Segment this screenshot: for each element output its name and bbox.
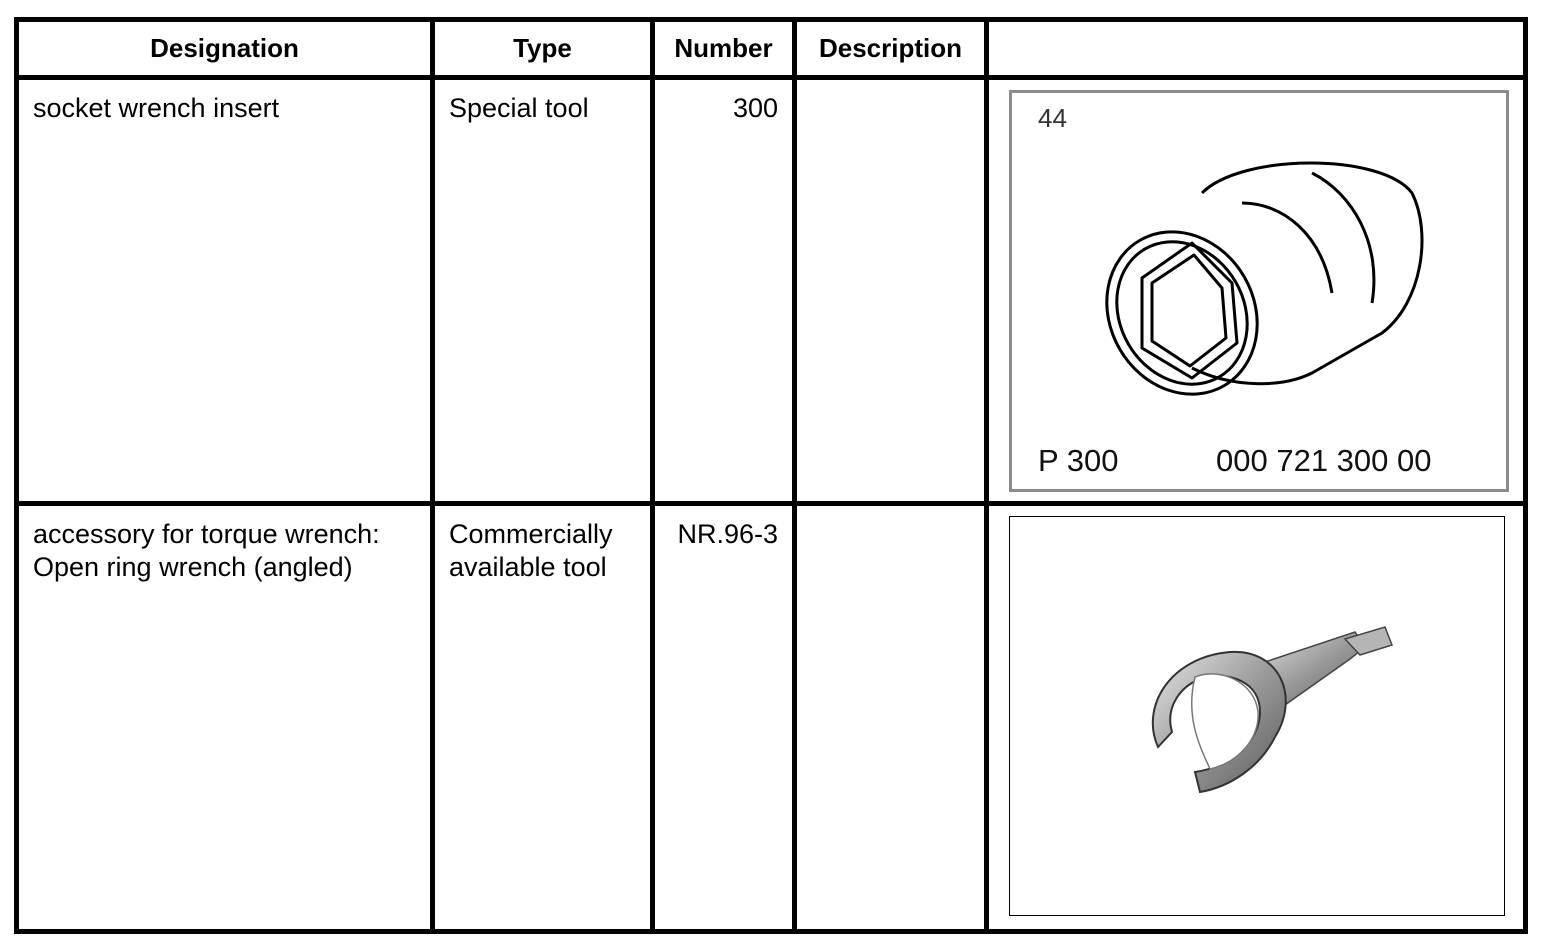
designation-line-1: accessory for torque wrench: <box>33 519 380 549</box>
number-text: NR.96-3 <box>677 519 778 549</box>
cell-designation <box>17 504 433 932</box>
figure-tag: 44 <box>1038 103 1067 133</box>
tool-table <box>14 17 1528 934</box>
table-row <box>17 504 1526 932</box>
figure-part-number: 000 721 300 00 <box>1216 443 1432 478</box>
type-text <box>435 506 650 584</box>
designation-line-2: Open ring wrench (angled) <box>33 552 353 582</box>
number-text: 300 <box>732 93 778 123</box>
cell-description <box>795 504 987 932</box>
type-text: Special tool <box>449 93 589 123</box>
description-text <box>797 506 984 518</box>
designation-text <box>19 506 430 584</box>
cell-image <box>987 504 1526 932</box>
socket-wrench-figure <box>1009 90 1509 492</box>
designation-text: socket wrench insert <box>33 93 280 123</box>
open-ring-wrench-photo-icon <box>1110 597 1400 827</box>
table-row <box>17 78 1526 504</box>
cell-image <box>987 78 1526 504</box>
type-line-2: available tool <box>449 552 607 582</box>
socket-wrench-insert-illustration-icon <box>1082 133 1442 433</box>
open-ring-wrench-figure <box>1009 516 1505 916</box>
cell-type <box>433 78 653 504</box>
cell-type <box>433 504 653 932</box>
type-line-1: Commercially <box>449 519 613 549</box>
description-text <box>797 80 984 92</box>
header-number: Number <box>653 20 795 78</box>
header-type: Type <box>433 20 653 78</box>
cell-designation <box>17 78 433 504</box>
cell-number <box>653 504 795 932</box>
figure-code: P 300 <box>1038 443 1119 478</box>
header-designation: Designation <box>17 20 433 78</box>
header-image <box>987 20 1526 78</box>
cell-description <box>795 78 987 504</box>
header-description: Description <box>795 20 987 78</box>
header-row <box>17 20 1526 78</box>
cell-number <box>653 78 795 504</box>
